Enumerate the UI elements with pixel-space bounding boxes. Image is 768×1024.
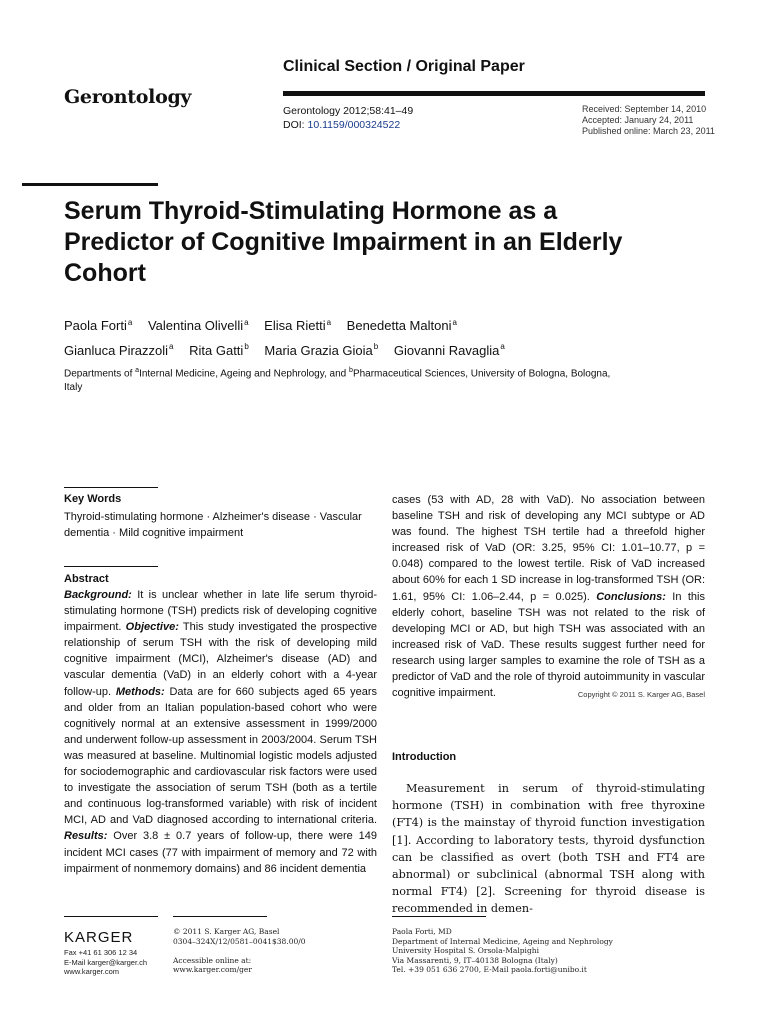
author-list [64,312,684,361]
published-date: Published online: March 23, 2011 [582,126,715,136]
keywords-text: Thyroid-stimulating hormone · Alzheimer's disease · Vascular dementia · Mild cognitive impairment [64,511,362,539]
publisher-logo: KARGER [64,929,134,946]
citation: Gerontology 2012;58:41–49 [283,105,414,117]
footer-rule-mid [173,916,267,917]
doi-line [283,118,413,132]
section-title: Clinical Section / Original Paper [283,58,525,75]
methods-label: Methods: [115,685,165,698]
results-label: Results: [64,830,108,843]
article-dates [582,104,715,137]
footer-rule-left [64,916,158,917]
author: Benedetta Maltoni$^a$ [346,318,457,334]
author: Valentina Olivelli$^a$ [147,318,249,334]
author: Paola Forti$^a$ [64,318,133,334]
author: Giovanni Ravaglia$^a$ [393,342,505,358]
doi-label: DOI: [283,119,308,131]
article-title: Serum Thyroid-Stimulating Hormone as a Predictor of Cognitive Impairment in an Elderly Cohort [64,197,623,287]
affiliations: Departments of $^a$Internal Medicine, Ageing and Nephrology, and $^b$Pharmaceutical Sciences, University of Bologna, Bologna, Italy [64,367,611,394]
keywords-heading: Key Words [64,493,122,505]
publisher-contact: Fax +41 61 306 12 34 E-Mail karger@karger.ch www.karger.com [64,948,148,976]
abstract-rule [64,566,158,567]
abstract-copyright: Copyright © 2011 S. Karger AG, Basel [577,690,705,700]
accepted-date: Accepted: January 24, 2011 [582,115,694,125]
footer-rule-right [392,916,486,917]
journal-logo: Gerontology [64,86,192,108]
doi-link[interactable]: 10.1159/000324522 [307,119,401,131]
author: Maria Grazia Gioia$^b$ [264,342,379,358]
abstract-body-left: Background: It is unclear whether in late life serum thyroid-stimulating hormone (TSH) predicts risk of developing cognitive impairment. Objective: This study investigated the prospective relationship of serum TSH with the risk of developing mild cognitive impairment (MCI), Alzheimer's disease (AD) and vascular dementia (VaD) in an elderly cohort with a 4-year follow-up. Methods: Data are for 660 subjects aged 65 years and older from an Italian population-based cohort who were cognitively normal at an extensive assessment in 1999/2000 and underwent follow-up assessment in 2003/2004. Serum TSH was measured at baseline. Multinomial logistic models adjusted for sociodemographic and cardiovascular risk factors were used to investigate the association of serum TSH (both as a tertile and continuous log-transformed variable) with risk of incident MCI, AD and VaD diagnosed according to international criteria. Results: Over 3.8 ± 0.7 years of follow-up, there were 149 incident MCI cases (77 with impairment of memory and 72 with impairment of nonmemory domains) and 86 incident dementia [64,589,377,875]
author: Gianluca Pirazzoli$^a$ [64,342,174,358]
author: Rita Gatti$^b$ [189,342,249,358]
title-rule [22,183,158,186]
author: Elisa Rietti$^a$ [264,318,332,334]
keywords-rule [64,487,158,488]
received-date: Received: September 14, 2010 [582,104,707,114]
copyright-block: © 2011 S. Karger AG, Basel 0304–324X/12/0581–0041$38.00/0 Accessible online at: www.karger.com/ger [173,927,306,974]
abstract-heading: Abstract [64,573,109,585]
introduction-heading: Introduction [392,751,457,763]
conclusions-label: Conclusions: [596,590,666,603]
abstract-body-right: cases (53 with AD, 28 with VaD). No association between baseline TSH and risk of developing any MCI subtype or AD was found. The highest TSH tertile had a threefold higher increased risk of VaD (OR: 3.25, 95% CI: 1.01–10.77, p = 0.048) compared to the lowest tertile. Risk of VaD increased about 60% for each 1 SD increase in log-transformed TSH (OR: 1.61, 95% CI: 1.06–2.44, p = 0.025). Conclusions: In this elderly cohort, baseline TSH was not related to the risk of developing MCI or AD, but high TSH was associated with an increased risk of VaD. These results suggest further need for research using larger samples to examine the role of TSH as a predictor of VaD and the role of thyroid autoimmunity in vascular cognitive impairment. Copyright © 2011 S. Karger AG, Basel [392,492,705,703]
objective-label: Objective: [125,621,179,634]
header-rule [283,91,705,96]
correspondence-block: Paola Forti, MD Department of Internal Medicine, Ageing and Nephrology University Hospital S. Orsola-Malpighi Via Massarenti, 9, IT–40138 Bologna (Italy) Tel. +39 051 636 2700, E-Mail paola.forti@unibo.it [392,927,613,974]
background-label: Background: [64,589,132,601]
introduction-text: Measurement in serum of thyroid-stimulating hormone (TSH) in combination with free thyroxine (FT4) is the mainstay of thyroid function investigation [1]. According to laboratory tests, thyroid dysfunction can be classified as overt (both TSH and FT4 are abnormal) or subclinical (abnormal TSH along with normal FT4) [2]. Screening for thyroid disease is recommended in demen- [392,782,705,916]
citation-block [283,104,413,132]
